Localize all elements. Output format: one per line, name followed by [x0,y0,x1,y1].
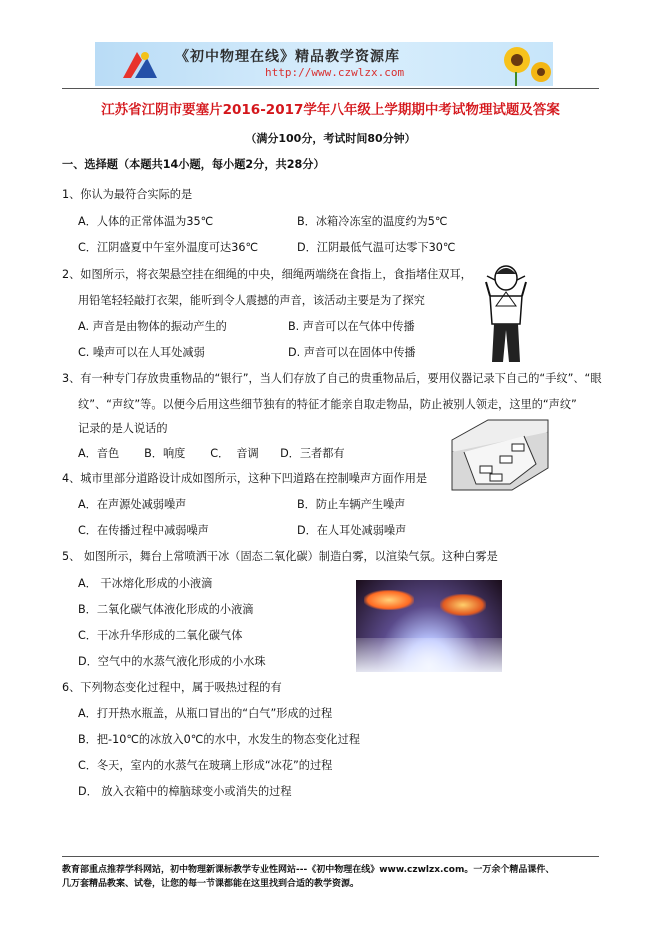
question-2-option-a: A. 声音是由物体的振动产生的 [78,320,227,333]
question-1-option-a: A．人体的正常体温为35℃ [78,215,214,228]
question-2-stem-line2: 用铅笔轻轻敲打衣架，能听到令人震撼的声音，该活动主要是为了探究 [78,294,425,307]
question-2-stem-line1: 2、如图所示，将衣架悬空挂在细绳的中央，细绳两端绕在食指上，食指堵住双耳， [62,268,472,281]
question-2-option-d: D. 声音可以在固体中传播 [288,346,416,359]
question-1-option-d: D．江阴最低气温可达零下30℃ [297,241,456,254]
question-4-option-b: B．防止车辆产生噪声 [297,498,406,511]
question-3-stem-line2: 纹”、“声纹”等。以便今后用这些细节独有的特征才能亲自取走物品，防止被别人领走，这里的“声纹” [78,398,577,411]
person-listening-illustration [484,262,530,366]
stage-fog-photo [356,580,502,672]
footer-line-2: 几万套精品教案、试卷，让您的每一节课都能在这里找到合适的教学资源。 [62,879,360,889]
question-4-option-d: D．在人耳处减弱噪声 [297,524,407,537]
sunflower-icon [495,42,553,86]
question-5-option-a: A． 干冰熔化形成的小液滴 [78,577,213,590]
question-5-option-b: B．二氧化碳气体液化形成的小液滴 [78,603,254,616]
question-4-option-a: A．在声源处减弱噪声 [78,498,187,511]
question-6-option-d: D． 放入衣箱中的樟脑球变小或消失的过程 [78,785,292,798]
question-3-stem-line1: 3、有一种专门存放贵重物品的“银行”，当人们存放了自己的贵重物品后，要用仪器记录下自己的“手纹”、“眼 [62,372,602,385]
question-3-options: A．音色 B．响度 C． 音调 D．三者都有 [78,447,345,460]
question-1-option-c: C．江阴盛夏中午室外温度可达36℃ [78,241,259,254]
question-5-option-d: D．空气中的水蒸气液化形成的小水珠 [78,655,266,668]
section-heading: 一、选择题（本题共14小题，每小题2分，共28分） [62,158,325,171]
site-logo-icon [117,48,163,82]
question-2-option-b: B. 声音可以在气体中传播 [288,320,415,333]
question-6-stem: 6、下列物态变化过程中，属于吸热过程的有 [62,681,282,694]
question-1-option-b: B．冰箱冷冻室的温度约为5℃ [297,215,448,228]
header-divider [62,88,599,89]
question-3-stem-line3: 记录的是人说话的 [78,422,168,435]
footer-divider [62,856,599,857]
question-5-option-c: C．干冰升华形成的二氧化碳气体 [78,629,243,642]
question-4-stem: 4、城市里部分道路设计成如图所示，这种下凹道路在控制噪声方面作用是 [62,472,428,485]
question-4-option-c: C．在传播过程中减弱噪声 [78,524,209,537]
question-5-stem: 5、 如图所示，舞台上常喷洒干冰（固态二氧化碳）制造白雾，以渲染气氛。这种白雾是 [62,550,498,563]
footer-line-1: 教育部重点推荐学科网站，初中物理新课标教学专业性网站---《初中物理在线》www.czwlzx.com。一万余个精品课件、 [62,865,555,875]
question-2-option-c: C. 噪声可以在人耳处减弱 [78,346,205,359]
question-6-option-c: C．冬天，室内的水蒸气在玻璃上形成“冰花”的过程 [78,759,333,772]
header-banner [95,42,553,86]
page-title: 江苏省江阴市要塞片2016-2017学年八年级上学期期中考试物理试题及答案 [101,102,560,118]
question-6-option-a: A．打开热水瓶盖，从瓶口冒出的“白气”形成的过程 [78,707,333,720]
banner-url[interactable]: http://www.czwlzx.com [265,66,405,79]
question-1-stem: 1、你认为最符合实际的是 [62,188,193,201]
sunken-road-illustration [450,418,550,492]
question-6-option-b: B．把-10℃的冰放入0℃的水中，水发生的物态变化过程 [78,733,360,746]
banner-title: 《初中物理在线》精品教学资源库 [175,49,400,65]
page-subtitle: （满分100分，考试时间80分钟） [245,132,416,145]
